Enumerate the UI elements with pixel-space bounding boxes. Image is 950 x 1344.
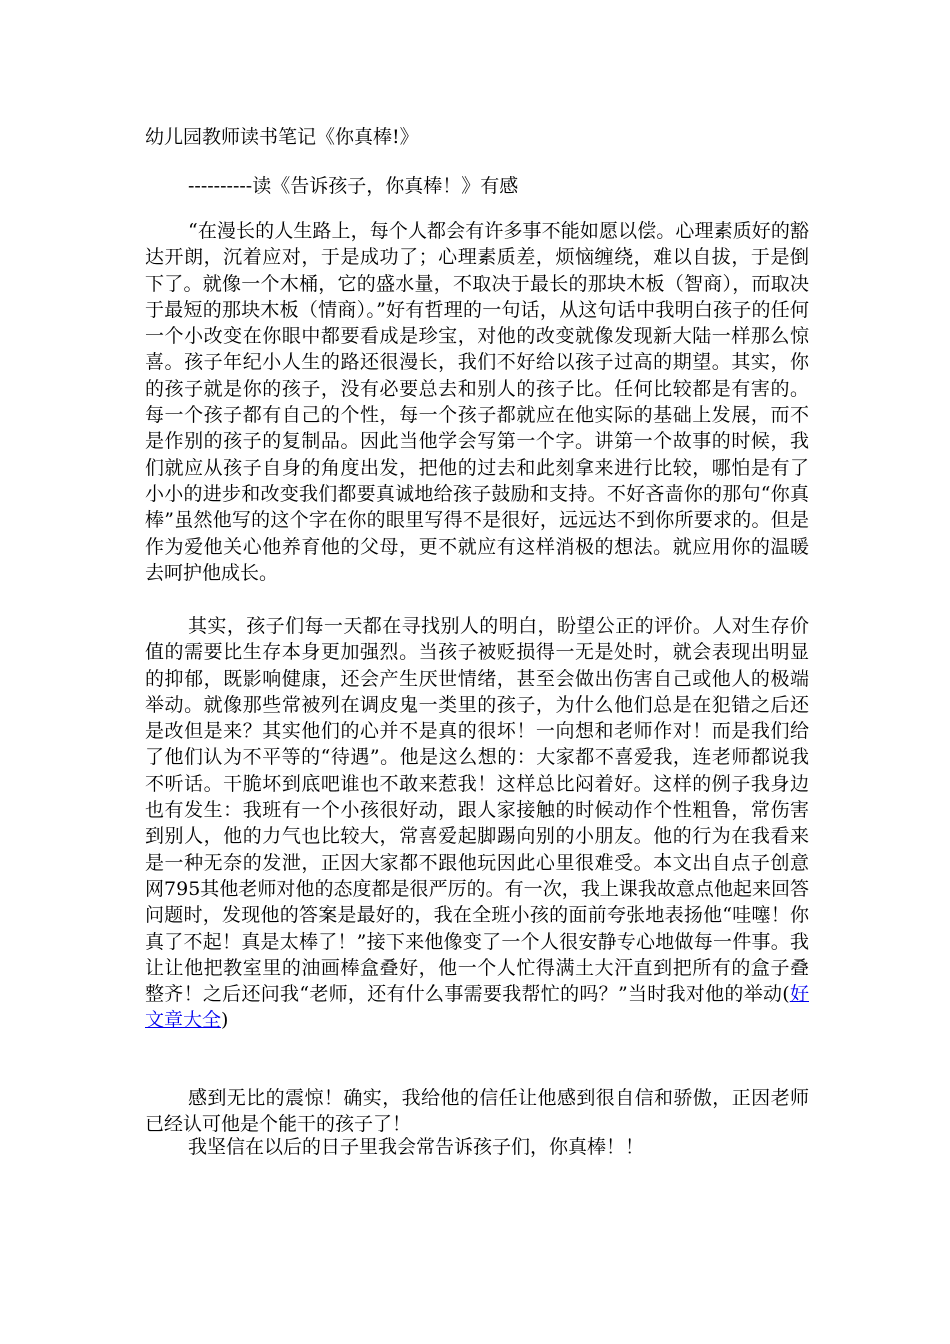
paragraph-2-text: 其实，孩子们每一天都在寻找别人的明白，盼望公正的评价。人对生存价值的需要比生存本身更加强烈。当孩子被贬损得一无是处时，就会表现出明显的抑郁，既影响健康，还会产生厌世情绪，甚至会做出伤害自己或他人的极端举动。就像那些常被列在调皮鬼一类里的孩子，为什么他们总是在犯错之后还是改但是来？其实他们的心并不是真的很坏！一向想和老师作对！而是我们给了他们认为不平等的“待遇”。他是这么想的：大家都不喜爱我，连老师都说我不听话。干脆坏到底吧谁也不敢来惹我！这样总比闷着好。这样的例子我身边也有发生：我班有一个小孩很好动，跟人家接触的时候动作个性粗鲁，常伤害到别人，他的力气也比较大，常喜爱起脚踢向别的小朋友。他的行为在我看来是一种无奈的发泄，正因大家都不跟他玩因此心里很难受。本文出自点子创意网795其他老师对他的态度都是很严厉的。有一次，我上课我故意点他起来回答问题时，发现他的答案是最好的，我在全班小孩的面前夸张地表扬他“哇噻！你真了不起！真是太棒了！”接下来他像变了一个人很安静专心地做每一件事。我让让他把教室里的油画棒盒叠好，他一个人忙得满土大汗直到把所有的盒子叠整齐！之后还问我“老师，还有什么事需要我帮忙的吗？”当时我对他的举动( (145, 615, 809, 1006)
paragraph-4: 我坚信在以后的日子里我会常告诉孩子们，你真棒！！ (188, 1136, 645, 1158)
paragraph-2-closing: ) (221, 1009, 229, 1032)
document-subtitle: ----------读《告诉孩子，你真棒！》有感 (188, 175, 519, 197)
paragraph-1: “在漫长的人生路上，每个人都会有许多事不能如愿以偿。心理素质好的豁达开朗，沉着应对，于是成功了；心理素质差，烦恼缠绕，难以自拔，于是倒下了。就像一个木桶，它的盛水量，不取决于最长的那块木板（智商），而取决于最短的那块木板（情商）。”好有哲理的一句话，从这句话中我明白孩子的任何一个小改变在你眼中都要看成是珍宝，对他的改变就像发现新大陆一样那么惊喜。孩子年纪小人生的路还很漫长，我们不好给以孩子过高的期望。其实，你的孩子就是你的孩子，没有必要总去和别人的孩子比。任何比较都是有害的。每一个孩子都有自己的个性，每一个孩子都就应在他实际的基础上发展，而不是作别的孩子的复制品。因此当他学会写第一个字。讲第一个故事的时候，我们就应从孩子自身的角度出发，把他的过去和此刻拿来进行比较，哪怕是有了小小的进步和改变我们都要真诚地给孩子鼓励和支持。不好吝啬你的那句“你真棒”虽然他写的这个字在你的眼里写得不是很好，远远达不到你所要求的。但是作为爱他关心他养育他的父母，更不就应有这样消极的想法。就应用你的温暖去呵护他成长。 (145, 220, 809, 584)
paragraph-2 (145, 613, 809, 1034)
article-link[interactable]: 好文章大全 (145, 983, 809, 1032)
paragraph-3: 感到无比的震惊！确实，我给他的信任让他感到很自信和骄傲，正因老师已经认可他是个能干的孩子了！ (145, 1087, 809, 1136)
document-title: 幼儿园教师读书笔记《你真棒!》 (145, 126, 419, 148)
